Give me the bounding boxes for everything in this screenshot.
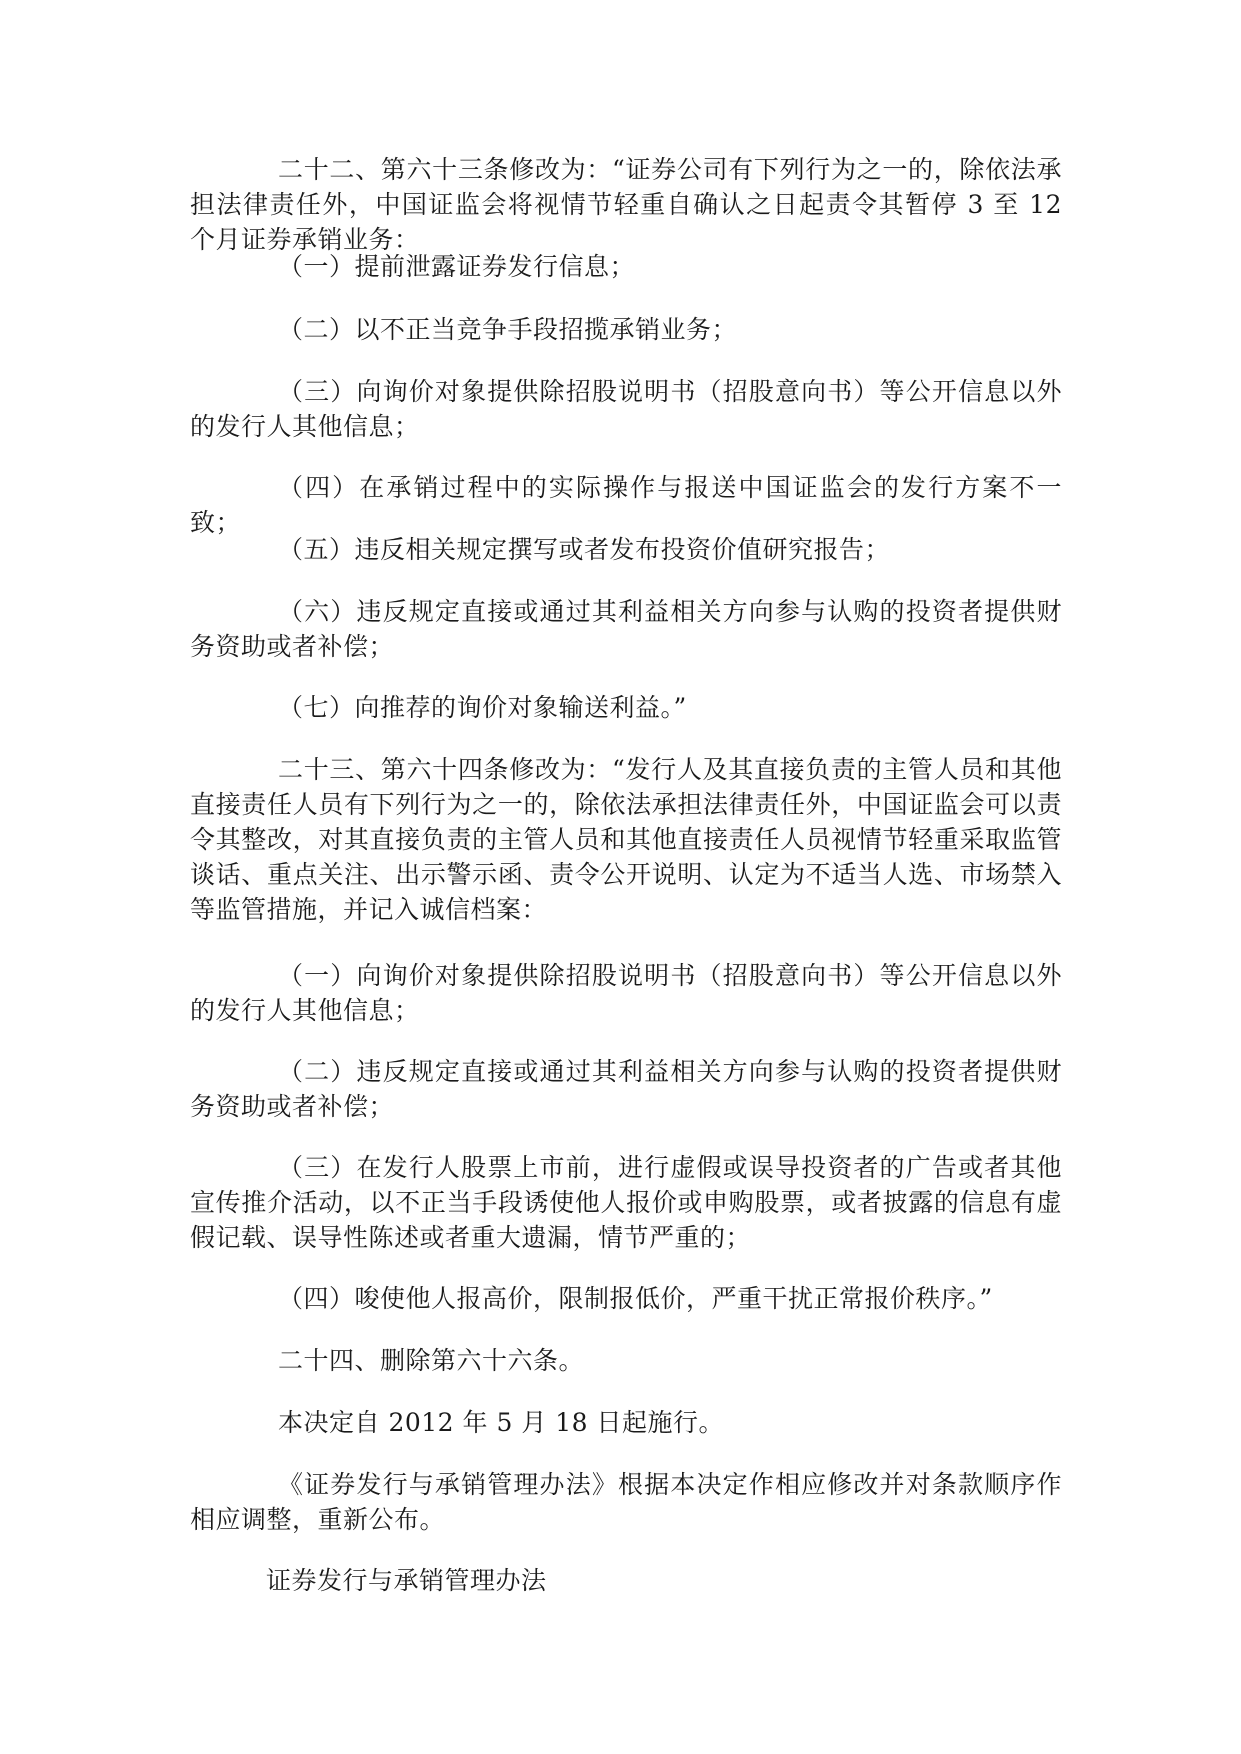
paragraph-item: （三）在发行人股票上市前，进行虚假或误导投资者的广告或者其他宣传推介活动，以不正当手段诱使他人报价或申购股票，或者披露的信息有虚假记载、误导性陈述或者重大遗漏，情节严重的； bbox=[190, 1153, 1062, 1252]
paragraph-item: （五）违反相关规定撰写或者发布投资价值研究报告； bbox=[278, 535, 891, 564]
paragraph-article-22: 二十二、第六十三条修改为：“证券公司有下列行为之一的，除依法承担法律责任外，中国证监会将视情节轻重自确认之日起责令其暂停 3 至 12 个月证券承销业务： bbox=[190, 155, 1062, 254]
paragraph-article-24: 二十四、删除第六十六条。 bbox=[278, 1346, 585, 1375]
paragraph-article-23: 二十三、第六十四条修改为：“发行人及其直接负责的主管人员和其他直接责任人员有下列行为之一的，除依法承担法律责任外，中国证监会可以责令其整改，对其直接负责的主管人员和其他直接责任人员视情节轻重采取监管谈话、重点关注、出示警示函、责令公开说明、认定为不适当人选、市场禁入等监管措施，并记入诚信档案： bbox=[190, 755, 1062, 924]
document-section-title: 证券发行与承销管理办法 bbox=[266, 1566, 547, 1595]
paragraph-item: （四）在承销过程中的实际操作与报送中国证监会的发行方案不一致； bbox=[190, 473, 1062, 537]
paragraph-item: （七）向推荐的询价对象输送利益。” bbox=[278, 693, 687, 722]
paragraph-item: （六）违反规定直接或通过其利益相关方向参与认购的投资者提供财务资助或者补偿； bbox=[190, 597, 1062, 661]
paragraph-item: （四）唆使他人报高价，限制报低价，严重干扰正常报价秩序。” bbox=[278, 1284, 993, 1313]
paragraph-item: （三）向询价对象提供除招股说明书（招股意向书）等公开信息以外的发行人其他信息； bbox=[190, 377, 1062, 441]
paragraph-item: （一）向询价对象提供除招股说明书（招股意向书）等公开信息以外的发行人其他信息； bbox=[190, 961, 1062, 1025]
paragraph-item: （二）违反规定直接或通过其利益相关方向参与认购的投资者提供财务资助或者补偿； bbox=[190, 1057, 1062, 1121]
paragraph-effective-date: 本决定自 2012 年 5 月 18 日起施行。 bbox=[278, 1408, 725, 1437]
paragraph-republish-note: 《证券发行与承销管理办法》根据本决定作相应修改并对条款顺序作相应调整，重新公布。 bbox=[190, 1470, 1062, 1534]
paragraph-item: （二）以不正当竞争手段招揽承销业务； bbox=[278, 315, 738, 344]
paragraph-item: （一）提前泄露证券发行信息； bbox=[278, 252, 636, 281]
